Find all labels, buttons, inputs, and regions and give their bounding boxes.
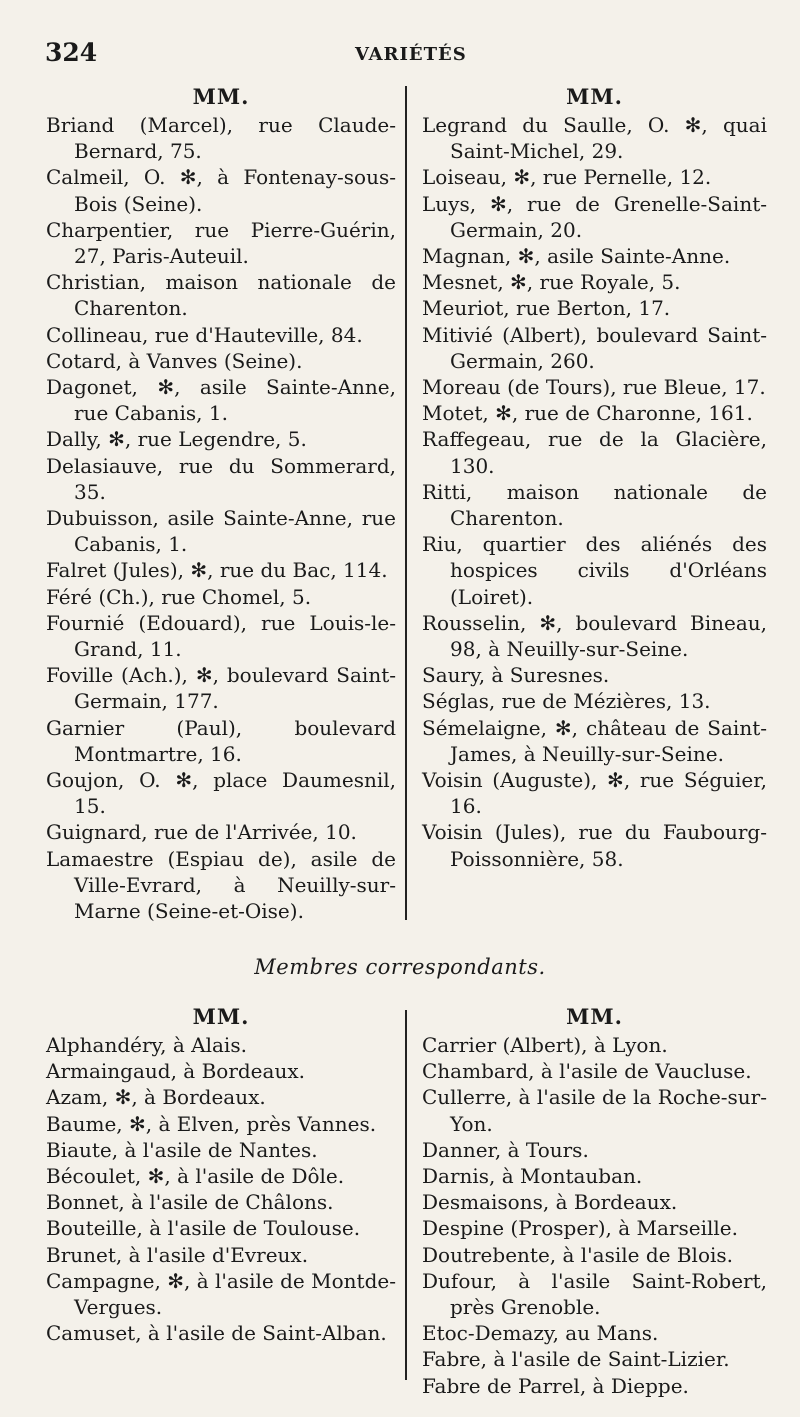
member-entry: Fournié (Edouard), rue Louis-le-Grand, 11.: [46, 610, 396, 662]
member-entry: Carrier (Albert), à Lyon.: [422, 1033, 668, 1057]
member-entry: Rousselin, ✻, boulevard Bineau, 98, à Neuilly-sur-Seine.: [422, 610, 767, 662]
member-entry: Bécoulet, ✻, à l'asile de Dôle.: [46, 1164, 345, 1189]
member-entry: Brunet, à l'asile d'Evreux.: [46, 1242, 309, 1267]
member-entry: Luys, ✻, rue de Grenelle-Saint-Germain, 20.: [422, 191, 767, 242]
member-entry: Moreau (de Tours), rue Bleue, 17.: [422, 375, 766, 400]
member-entry: Biaute, à l'asile de Nantes.: [46, 1137, 318, 1162]
member-entry: Dally, ✻, rue Legendre, 5.: [46, 427, 307, 452]
member-entry: Foville (Ach.), ✻, boulevard Saint-Germain, 177.: [46, 663, 396, 714]
member-entry: Voisin (Auguste), ✻, rue Séguier, 16.: [422, 768, 767, 819]
member-entry: Calmeil, O. ✻, à Fontenay-sous-Bois (Seine).: [46, 165, 396, 216]
member-entry: Séglas, rue de Mézières, 13.: [422, 689, 711, 714]
section-heading: Membres correspondants.: [254, 955, 546, 979]
member-entry: Fabre, à l'asile de Saint-Lizier.: [422, 1347, 730, 1372]
member-list: [46, 112, 396, 924]
member-entry: Etoc-Demazy, au Mans.: [422, 1321, 659, 1346]
corresponding-members-left-column: [46, 1002, 396, 1346]
member-entry: Dubuisson, asile Sainte-Anne, rue Cabanis, 1.: [46, 506, 396, 557]
member-entry: Cotard, à Vanves (Seine).: [46, 348, 303, 373]
member-entry: Camuset, à l'asile de Saint-Alban.: [46, 1321, 387, 1346]
member-list: [46, 1032, 396, 1346]
member-entry: Ritti, maison nationale de Charenton.: [422, 479, 767, 531]
column-divider: [405, 86, 407, 920]
member-entry: Bonnet, à l'asile de Châlons.: [46, 1190, 334, 1215]
corresponding-members-right-column: [422, 1002, 767, 1399]
column-divider: [405, 1010, 407, 1380]
member-entry: Raffegeau, rue de la Glacière, 130.: [422, 427, 767, 478]
member-entry: Campagne, ✻, à l'asile de Montde-Vergues.: [46, 1268, 396, 1320]
column-heading: MM.: [192, 1004, 250, 1029]
member-entry: Doutrebente, à l'asile de Blois.: [422, 1242, 733, 1267]
member-entry: Mitivié (Albert), boulevard Saint-Germain, 260.: [422, 322, 767, 373]
member-entry: Armaingaud, à Bordeaux.: [46, 1059, 305, 1084]
member-entry: Danner, à Tours.: [422, 1137, 589, 1162]
member-entry: Baume, ✻, à Elven, près Vannes.: [46, 1111, 377, 1136]
member-entry: Bouteille, à l'asile de Toulouse.: [46, 1216, 361, 1241]
column-heading: MM.: [192, 84, 250, 109]
member-entry: Legrand du Saulle, O. ✻, quai Saint-Michel, 29.: [422, 113, 767, 164]
column-heading: MM.: [566, 1004, 623, 1029]
member-entry: Collineau, rue d'Hauteville, 84.: [46, 322, 363, 347]
member-entry: Darnis, à Montauban.: [422, 1164, 643, 1189]
member-entry: Briand (Marcel), rue Claude-Bernard, 75.: [46, 113, 396, 164]
page-header: [45, 38, 760, 74]
member-entry: Azam, ✻, à Bordeaux.: [46, 1085, 266, 1110]
member-entry: Saury, à Suresnes.: [422, 663, 610, 688]
member-entry: Guignard, rue de l'Arrivée, 10.: [46, 820, 357, 845]
member-entry: Goujon, O. ✻, place Daumesnil, 15.: [46, 768, 396, 819]
member-entry: Féré (Ch.), rue Chomel, 5.: [46, 584, 312, 609]
member-entry: Riu, quartier des aliénés des hospices civils d'Orléans (Loiret).: [422, 532, 767, 609]
member-entry: Despine (Prosper), à Marseille.: [422, 1216, 738, 1241]
column-heading: MM.: [566, 84, 623, 109]
page-number: 324: [45, 38, 98, 67]
member-entry: Dufour, à l'asile Saint-Robert, près Grenoble.: [422, 1268, 767, 1320]
member-entry: Motet, ✻, rue de Charonne, 161.: [422, 401, 753, 426]
member-entry: Desmaisons, à Bordeaux.: [422, 1190, 678, 1215]
member-entry: Voisin (Jules), rue du Faubourg-Poissonnière, 58.: [422, 820, 767, 871]
member-entry: Sémelaigne, ✻, château de Saint-James, à Neuilly-sur-Seine.: [422, 715, 767, 766]
member-entry: Chambard, à l'asile de Vaucluse.: [422, 1059, 752, 1084]
titular-members-right-column: [422, 82, 767, 872]
member-entry: Christian, maison nationale de Charenton.: [46, 270, 396, 321]
member-entry: Dagonet, ✻, asile Sainte-Anne, rue Cabanis, 1.: [46, 375, 396, 426]
running-title: VARIÉTÉS: [355, 44, 467, 65]
member-entry: Lamaestre (Espiau de), asile de Ville-Evrard, à Neuilly-sur-Marne (Seine-et-Oise).: [46, 846, 396, 924]
member-entry: Loiseau, ✻, rue Pernelle, 12.: [422, 165, 712, 190]
member-entry: Mesnet, ✻, rue Royale, 5.: [422, 270, 681, 295]
member-list: [422, 112, 767, 872]
member-entry: Garnier (Paul), boulevard Montmartre, 16.: [46, 715, 396, 766]
member-entry: Delasiauve, rue du Sommerard, 35.: [46, 453, 396, 504]
member-entry: Cullerre, à l'asile de la Roche-sur-Yon.: [422, 1085, 767, 1136]
member-entry: Magnan, ✻, asile Sainte-Anne.: [422, 244, 731, 269]
member-entry: Alphandéry, à Alais.: [46, 1033, 247, 1057]
member-list: [422, 1032, 767, 1399]
titular-members-left-column: [46, 82, 396, 924]
member-entry: Falret (Jules), ✻, rue du Bac, 114.: [46, 558, 388, 583]
member-entry: Charpentier, rue Pierre-Guérin, 27, Paris-Auteuil.: [46, 217, 396, 269]
member-entry: Fabre de Parrel, à Dieppe.: [422, 1373, 689, 1398]
member-entry: Meuriot, rue Berton, 17.: [422, 296, 671, 321]
